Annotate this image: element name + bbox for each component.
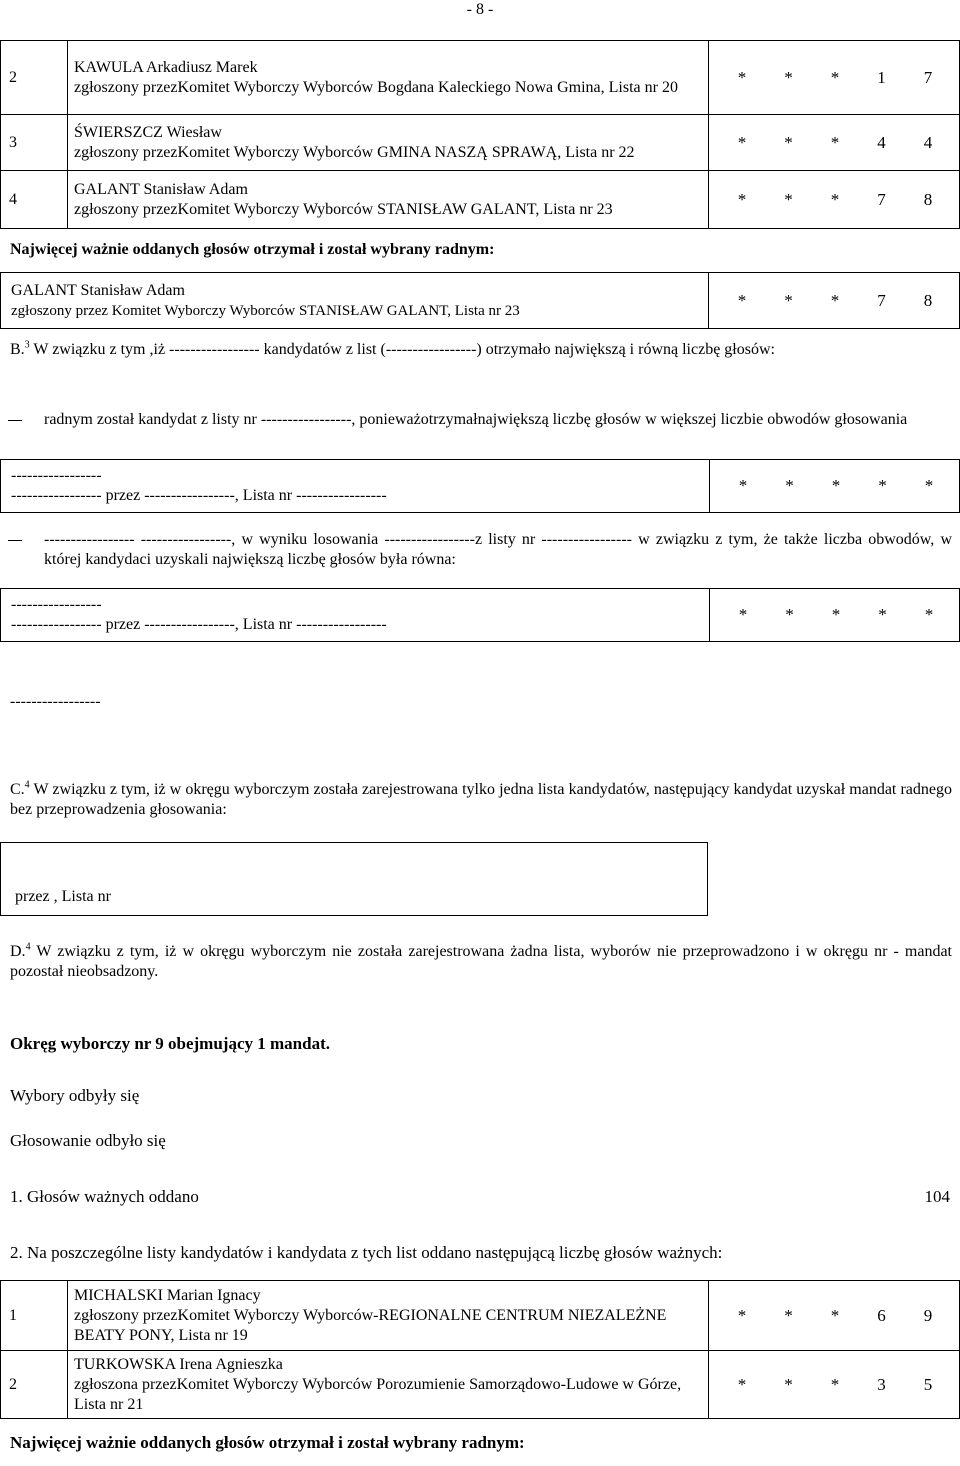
candidate-info — [68, 41, 709, 115]
page-number: - 8 - — [466, 1, 494, 18]
section-b-item-2: ----------------- -----------------, w wyniku losowania -----------------z listy nr ----------------- w związku z tym, że także liczba obwodów, w której kandydaci uzyskali największą liczbę głosów była równa: — [44, 531, 952, 568]
section-c-text: C.$^4$ W związku z tym, iż w okręgu wyborczym została zarejestrowana tylko jedna lista kandydatów, następujący kandydat uzyskał mandat radnego bez przeprowadzenia głosowania: — [10, 779, 952, 818]
winner-votes: * * * 7 8 — [709, 273, 960, 329]
candidate-name: KAWULA Arkadiusz Marek — [74, 58, 258, 76]
candidate-name: GALANT Stanisław Adam — [74, 180, 248, 198]
table-row — [1, 1281, 960, 1351]
elections-held: Wybory odbyły się — [10, 1086, 140, 1105]
winner-info — [1, 273, 709, 329]
table-row — [1, 41, 960, 115]
winner-name: GALANT Stanisław Adam — [11, 281, 185, 299]
candidate-desc: zgłoszony przezKomitet Wyborczy Wyborców GMINA NASZĄ SPRAWĄ, Lista nr 22 — [74, 143, 635, 161]
most-votes-heading: Najwięcej ważnie oddanych głosów otrzymał i został wybrany radnym: — [10, 241, 495, 258]
candidate-desc: zgłoszony przezKomitet Wyborczy Wyborców STANISŁAW GALANT, Lista nr 23 — [74, 200, 613, 218]
section-b-item-1: radnym został kandydat z listy nr -----------------, ponieważotrzymałnajwiększą liczbę głosów w większej liczbie obwodów głosowania — [44, 411, 908, 428]
lists-heading: 2. Na poszczególne listy kandydatów i kandydata z tych list oddano następującą liczbę głosów ważnych: — [10, 1243, 723, 1262]
candidate-votes: * * * 7 8 — [709, 171, 960, 229]
candidate-info — [68, 1351, 709, 1419]
table-row — [1, 115, 960, 171]
valid-votes-label: 1. Głosów ważnych oddano — [10, 1187, 199, 1206]
section-b-trailing-dashes: ----------------- — [10, 693, 101, 710]
candidate-desc: zgłoszona przezKomitet Wyborczy Wyborców Porozumienie Samorządowo-Ludowe w Górze, Lista nr 21 — [74, 1375, 682, 1413]
candidate-name: MICHALSKI Marian Ignacy — [74, 1286, 261, 1304]
candidate-name: TURKOWSKA Irena Agnieszka — [74, 1355, 283, 1373]
section-d-text: D.$^4$ W związku z tym, iż w okręgu wyborczym nie została zarejestrowana żadna lista, wyborów nie przeprowadzono i w okręgu nr - mandat pozostał nieobsadzony. — [10, 941, 952, 980]
district-heading: Okręg wyborczy nr 9 obejmujący 1 mandat. — [10, 1034, 330, 1053]
candidate-votes: * * * 1 7 — [709, 41, 960, 115]
section-b-box-1: ----------------- ----------------- przez -----------------, Lista nr ----------------- * * * * * — [0, 459, 960, 513]
candidate-info — [68, 115, 709, 171]
candidate-info — [68, 171, 709, 229]
valid-votes-value: 104 — [924, 1187, 950, 1206]
candidate-votes: * * * 4 4 — [709, 115, 960, 171]
candidates-table-1 — [0, 40, 960, 229]
section-b-box-2: ----------------- ----------------- przez -----------------, Lista nr ----------------- * * * * * — [0, 588, 960, 642]
candidate-desc: zgłoszony przezKomitet Wyborczy Wyborców Bogdana Kaleckiego Nowa Gmina, Lista nr 20 — [74, 78, 678, 96]
winner-desc: zgłoszony przez Komitet Wyborczy Wyborców STANISŁAW GALANT, Lista nr 23 — [11, 302, 520, 319]
candidate-number: 4 — [1, 171, 68, 229]
section-b-text: B.$^3$ W związku z tym ,iż ----------------- kandydatów z list (-----------------) otrzymało największą i równą liczbę głosów: — [10, 339, 775, 358]
candidate-number: 1 — [1, 1281, 68, 1351]
candidate-votes: * * * 3 5 — [709, 1351, 960, 1419]
list-dash — [8, 540, 22, 541]
most-votes-heading-2: Najwięcej ważnie oddanych głosów otrzymał i został wybrany radnym: — [10, 1433, 525, 1452]
table-row — [1, 1351, 960, 1419]
box-1-votes: * * * * * — [709, 460, 960, 512]
candidate-desc: zgłoszony przezKomitet Wyborczy Wyborców-REGIONALNE CENTRUM NIEZALEŻNE BEATY PONY, Lista nr 19 — [74, 1306, 667, 1344]
list-dash — [8, 420, 22, 421]
voting-held: Głosowanie odbyło się — [10, 1131, 166, 1150]
box-2-votes: * * * * * — [709, 589, 960, 641]
table-row — [1, 273, 960, 329]
candidates-table-2 — [0, 1280, 960, 1419]
candidate-number: 3 — [1, 115, 68, 171]
winner-table — [0, 272, 960, 329]
candidate-votes: * * * 6 9 — [709, 1281, 960, 1351]
candidate-name: ŚWIERSZCZ Wiesław — [74, 123, 222, 141]
candidate-number: 2 — [1, 41, 68, 115]
section-c-box — [0, 842, 708, 916]
table-row — [1, 171, 960, 229]
candidate-number: 2 — [1, 1351, 68, 1419]
candidate-info — [68, 1281, 709, 1351]
section-c-box-text: przez , Lista nr — [15, 888, 111, 905]
